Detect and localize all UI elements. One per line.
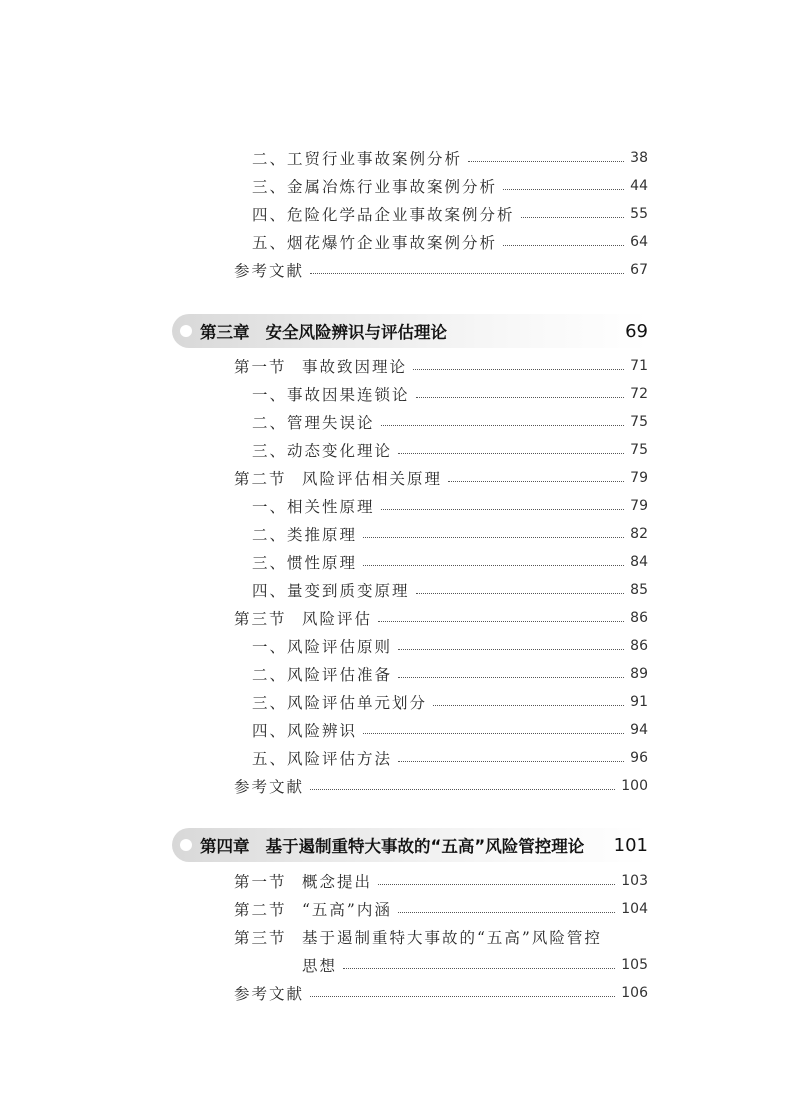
toc-item-label: 二、工贸行业事故案例分析 bbox=[252, 150, 463, 168]
dot-leader bbox=[503, 244, 624, 246]
toc-references[interactable] bbox=[234, 257, 648, 283]
toc-item[interactable] bbox=[252, 201, 648, 227]
toc-item[interactable] bbox=[252, 549, 648, 575]
toc-item[interactable] bbox=[252, 145, 648, 171]
toc-page-number: 64 bbox=[630, 234, 648, 250]
toc-item[interactable] bbox=[252, 521, 648, 547]
section-title: 风险评估 bbox=[302, 610, 373, 628]
toc-page-number: 75 bbox=[630, 414, 648, 430]
chapter-title: 安全风险辨识与评估理论 bbox=[265, 323, 447, 342]
dot-leader bbox=[503, 188, 624, 190]
toc-page-number: 89 bbox=[630, 666, 648, 682]
section-title-continued: 思想 bbox=[302, 957, 338, 975]
toc-item-label: 三、动态变化理论 bbox=[252, 442, 393, 460]
toc-page-number: 96 bbox=[630, 750, 648, 766]
toc-item-label: 参考文献 bbox=[234, 985, 305, 1003]
toc-page-number: 100 bbox=[621, 778, 648, 794]
toc-page-number: 79 bbox=[630, 470, 648, 486]
toc-section[interactable] bbox=[234, 896, 648, 922]
section-title: 事故致因理论 bbox=[302, 358, 408, 376]
toc-item-label: 三、风险评估单元划分 bbox=[252, 694, 428, 712]
toc-page-number: 71 bbox=[630, 358, 648, 374]
toc-item[interactable] bbox=[252, 409, 648, 435]
toc-item[interactable] bbox=[252, 745, 648, 771]
dot-leader bbox=[378, 620, 624, 622]
toc-page-number: 72 bbox=[630, 386, 648, 402]
dot-leader bbox=[398, 911, 615, 913]
toc-page-number: 104 bbox=[621, 901, 648, 917]
section-title: 基于遏制重特大事故的“五高”风险管控 bbox=[302, 929, 602, 947]
toc-item[interactable] bbox=[252, 173, 648, 199]
section-number: 第二节 bbox=[234, 901, 287, 919]
toc-item[interactable] bbox=[252, 717, 648, 743]
toc-item-label: 五、烟花爆竹企业事故案例分析 bbox=[252, 234, 498, 252]
section-number: 第一节 bbox=[234, 358, 287, 376]
dot-leader bbox=[363, 536, 624, 538]
toc-page-number: 91 bbox=[630, 694, 648, 710]
dot-leader bbox=[433, 704, 624, 706]
toc-item-label: 四、危险化学品企业事故案例分析 bbox=[252, 206, 515, 224]
toc-page-number: 106 bbox=[621, 985, 648, 1001]
toc-page-number: 103 bbox=[621, 873, 648, 889]
section-title: 风险评估相关原理 bbox=[302, 470, 443, 488]
chapter-number: 第四章 bbox=[200, 837, 250, 856]
section-number: 第一节 bbox=[234, 873, 287, 891]
toc-item[interactable] bbox=[252, 229, 648, 255]
toc-section[interactable] bbox=[234, 353, 648, 379]
dot-leader bbox=[398, 676, 624, 678]
toc-item[interactable] bbox=[252, 633, 648, 659]
toc-item[interactable] bbox=[252, 437, 648, 463]
toc-section[interactable] bbox=[234, 868, 648, 894]
section-title: 概念提出 bbox=[302, 873, 373, 891]
dot-leader bbox=[398, 452, 624, 454]
toc-item-label: 三、金属冶炼行业事故案例分析 bbox=[252, 178, 498, 196]
toc-page-number: 86 bbox=[630, 610, 648, 626]
toc-page-number: 94 bbox=[630, 722, 648, 738]
dot-leader bbox=[521, 216, 625, 218]
toc-page-number: 105 bbox=[621, 957, 648, 973]
toc-page-number: 79 bbox=[630, 498, 648, 514]
chapter-heading[interactable] bbox=[172, 314, 648, 348]
toc-item-label: 二、风险评估准备 bbox=[252, 666, 393, 684]
toc-page-number: 38 bbox=[630, 150, 648, 166]
chapter-heading[interactable] bbox=[172, 828, 648, 862]
dot-leader bbox=[310, 272, 624, 274]
dot-leader bbox=[363, 564, 624, 566]
toc-page-number: 75 bbox=[630, 442, 648, 458]
toc-item-label: 一、相关性原理 bbox=[252, 498, 375, 516]
dot-leader bbox=[398, 648, 624, 650]
toc-item-label: 四、风险辨识 bbox=[252, 722, 358, 740]
toc-item-label: 参考文献 bbox=[234, 262, 305, 280]
chapter-number: 第三章 bbox=[200, 323, 250, 342]
toc-item-label: 参考文献 bbox=[234, 778, 305, 796]
section-number: 第三节 bbox=[234, 610, 287, 628]
dot-leader bbox=[381, 508, 625, 510]
toc-item-label: 一、事故因果连锁论 bbox=[252, 386, 410, 404]
section-number: 第三节 bbox=[234, 929, 287, 947]
dot-leader bbox=[310, 788, 615, 790]
dot-leader bbox=[378, 883, 615, 885]
toc-references[interactable] bbox=[234, 980, 648, 1006]
dot-leader bbox=[381, 424, 625, 426]
dot-leader bbox=[398, 760, 624, 762]
toc-item-label: 三、惯性原理 bbox=[252, 554, 358, 572]
toc-section[interactable] bbox=[234, 605, 648, 631]
dot-leader bbox=[343, 967, 615, 969]
toc-page-number: 55 bbox=[630, 206, 648, 222]
toc-item-label: 二、管理失误论 bbox=[252, 414, 375, 432]
chapter-title: 基于遏制重特大事故的“五高”风险管控理论 bbox=[265, 837, 585, 856]
toc-item-label: 一、风险评估原则 bbox=[252, 638, 393, 656]
bullet-dot-icon bbox=[180, 325, 192, 337]
dot-leader bbox=[310, 995, 615, 997]
section-title: “五高”内涵 bbox=[302, 901, 392, 919]
toc-item[interactable] bbox=[252, 689, 648, 715]
toc-references[interactable] bbox=[234, 773, 648, 799]
dot-leader bbox=[468, 160, 624, 162]
toc-item[interactable] bbox=[252, 381, 648, 407]
dot-leader bbox=[413, 368, 624, 370]
dot-leader bbox=[416, 396, 625, 398]
toc-item[interactable] bbox=[252, 577, 648, 603]
toc-page-number: 82 bbox=[630, 526, 648, 542]
dot-leader bbox=[416, 592, 625, 594]
chapter-page-number: 101 bbox=[613, 834, 648, 856]
dot-leader bbox=[448, 480, 624, 482]
toc-page-number: 86 bbox=[630, 638, 648, 654]
toc-page-number: 84 bbox=[630, 554, 648, 570]
toc-item[interactable] bbox=[252, 493, 648, 519]
section-number: 第二节 bbox=[234, 470, 287, 488]
toc-item-label: 五、风险评估方法 bbox=[252, 750, 393, 768]
toc-item-label: 四、量变到质变原理 bbox=[252, 582, 410, 600]
toc-section[interactable] bbox=[234, 465, 648, 491]
toc-page-number: 67 bbox=[630, 262, 648, 278]
toc-item-label: 二、类推原理 bbox=[252, 526, 358, 544]
toc-page-number: 85 bbox=[630, 582, 648, 598]
toc-item[interactable] bbox=[252, 661, 648, 687]
dot-leader bbox=[363, 732, 624, 734]
toc-page-number: 44 bbox=[630, 178, 648, 194]
toc-section[interactable] bbox=[234, 924, 648, 950]
chapter-page-number: 69 bbox=[625, 320, 648, 342]
toc-section-continued[interactable] bbox=[302, 952, 648, 978]
bullet-dot-icon bbox=[180, 839, 192, 851]
